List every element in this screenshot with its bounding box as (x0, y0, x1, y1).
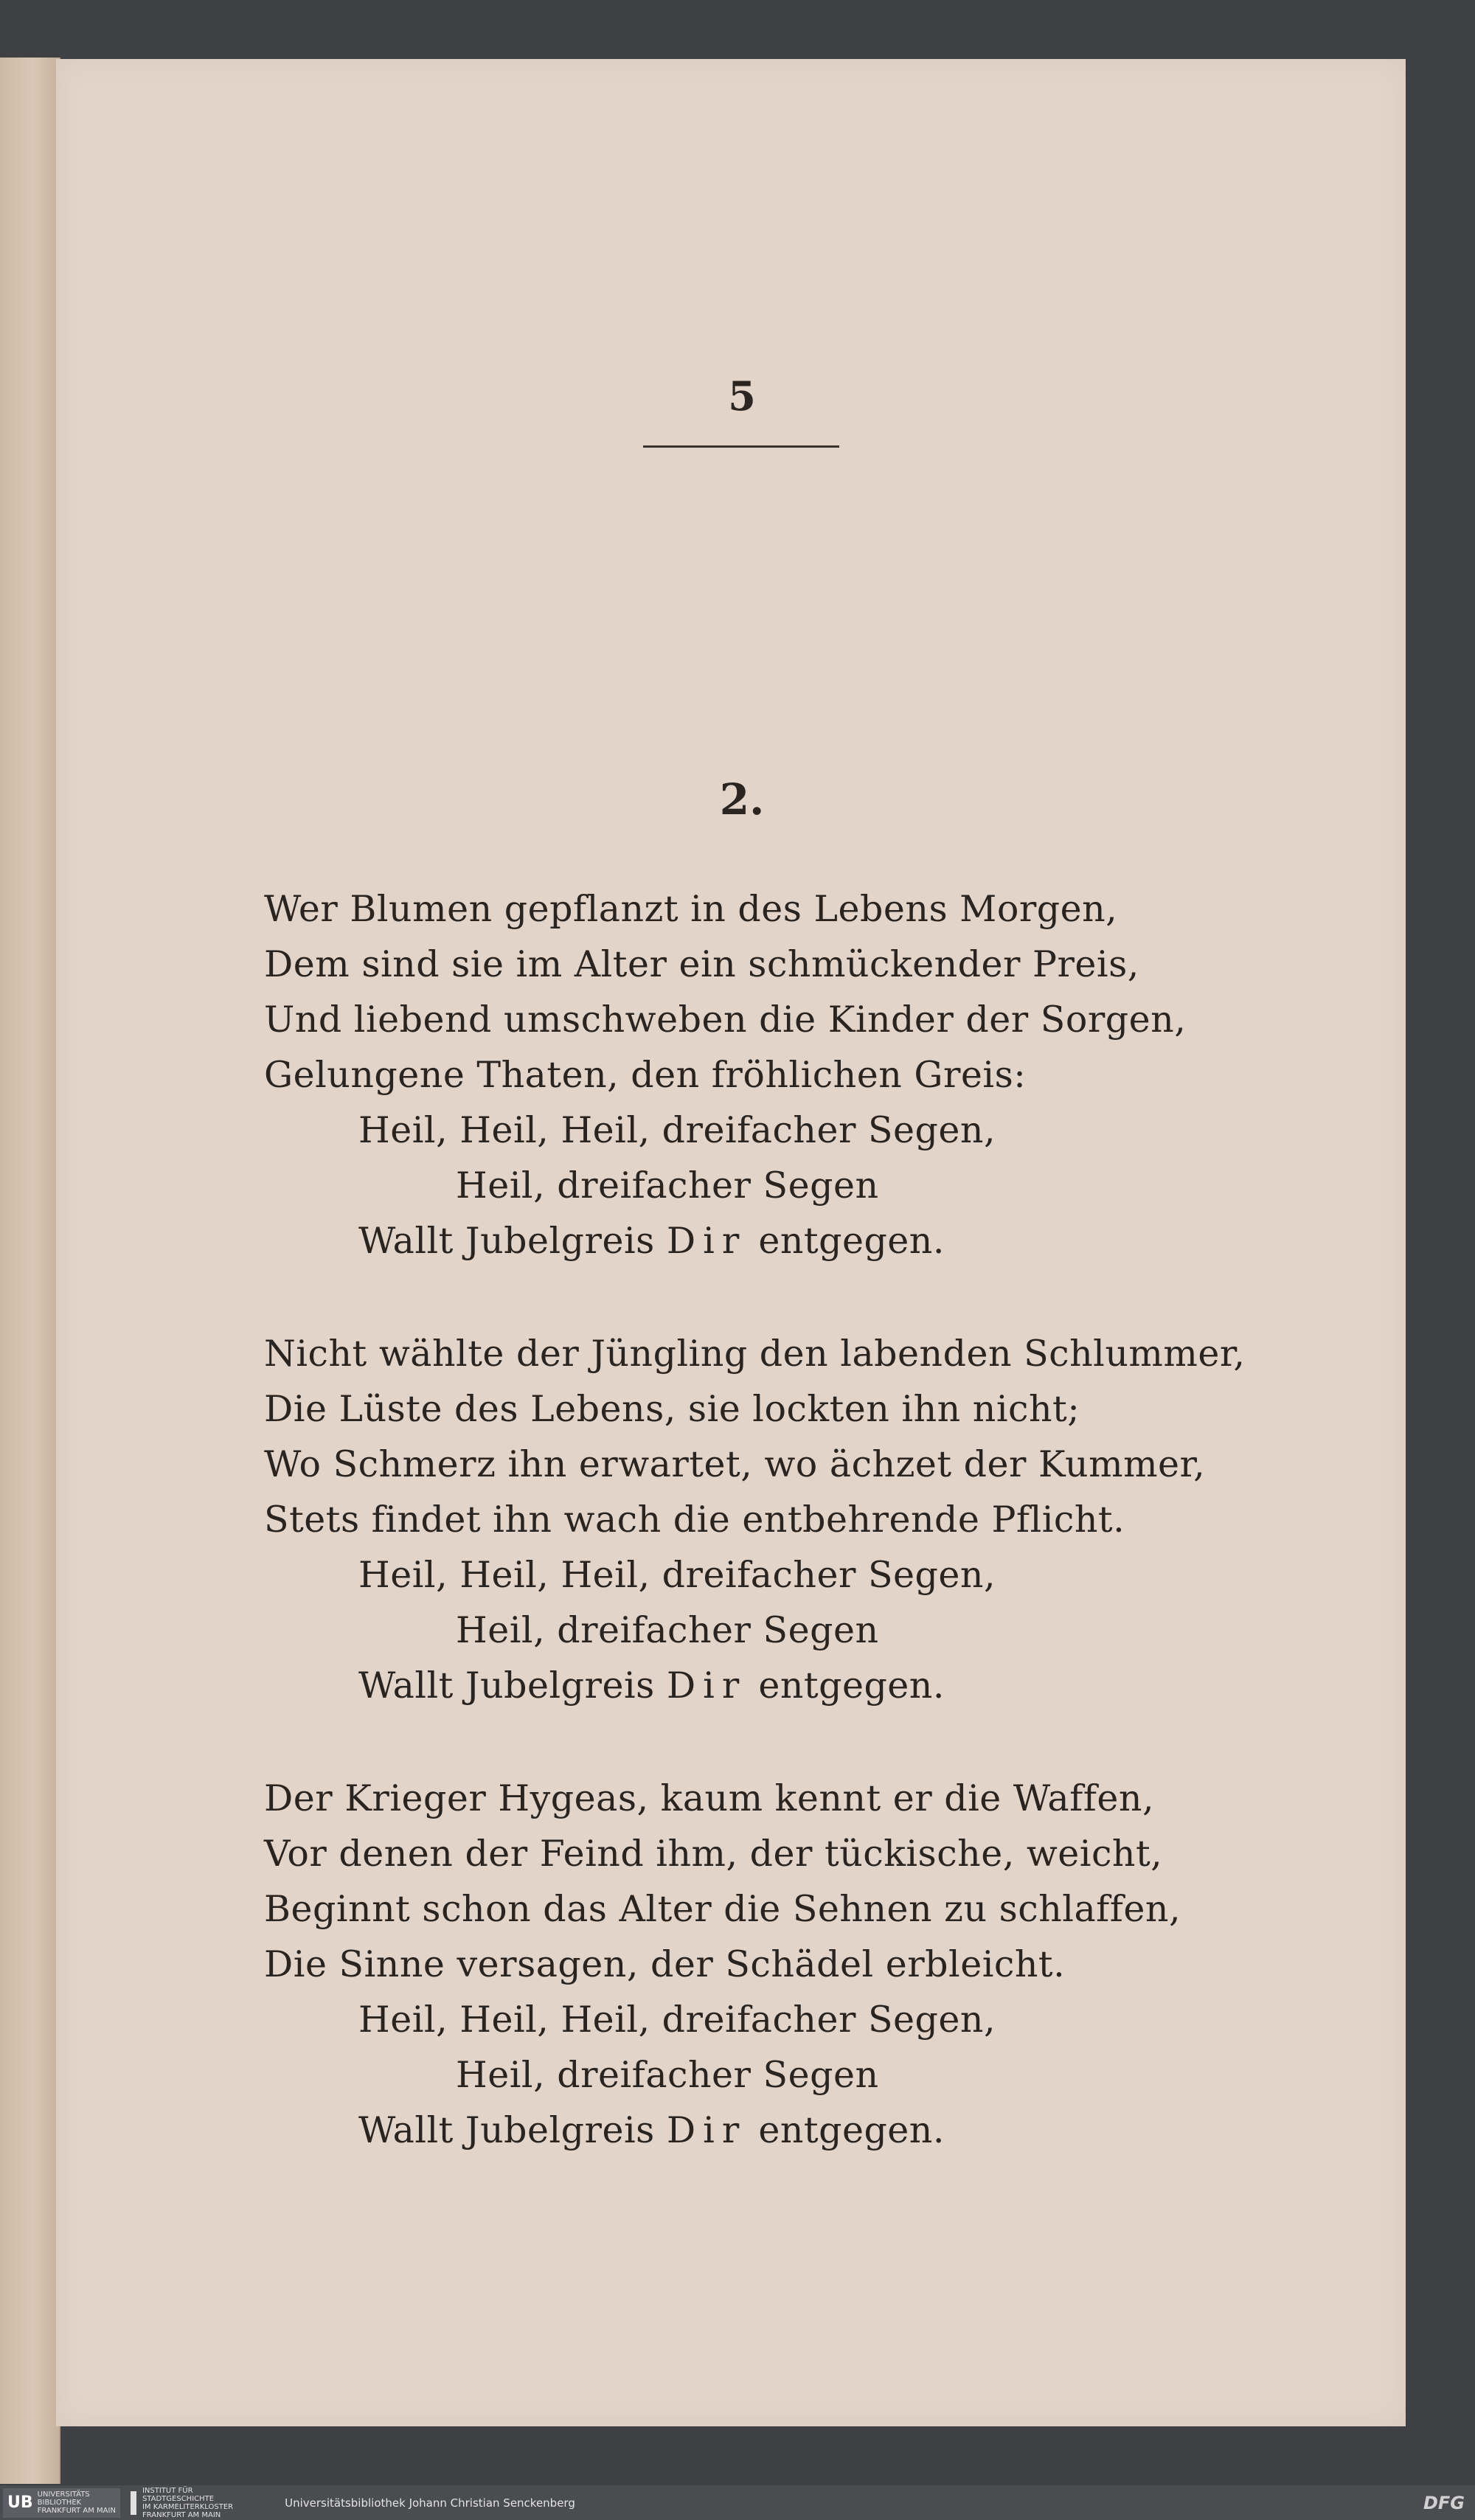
refrain-line-2: Heil, dreifacher Segen (456, 1164, 879, 1207)
page-number: 5 (728, 372, 756, 420)
poem-body (264, 881, 1370, 2215)
stanza-2 (264, 1326, 1370, 1713)
verse-line: Dem sind sie im Alter ein schmückender Preis, (264, 943, 1139, 985)
refrain-line-3 (264, 1658, 1370, 1713)
refrain-emphasis: Dir (666, 2109, 747, 2151)
ub-logo[interactable] (3, 2488, 120, 2518)
verse-line: Beginnt schon das Alter die Sehnen zu schlaffen, (264, 1888, 1181, 1930)
stanza-1 (264, 881, 1370, 1268)
refrain-line-2: Heil, dreifacher Segen (456, 2054, 879, 2096)
refrain-line-2: Heil, dreifacher Segen (456, 1609, 879, 1651)
verse-line: Und liebend umschweben die Kinder der Sorgen, (264, 999, 1187, 1041)
institut-logo-line: IM KARMELITERKLOSTER (142, 2502, 234, 2511)
ub-logo-line: UNIVERSITÄTS (37, 2491, 90, 2499)
refrain-emphasis: Dir (666, 1665, 747, 1707)
verse-line: Wo Schmerz ihn erwartet, wo ächzet der Kummer, (264, 1443, 1206, 1485)
refrain-text: Wallt Jubelgreis (358, 2109, 667, 2151)
institut-logo-line: STADTGESCHICHTE (142, 2494, 215, 2503)
verse-line: Die Lüste des Lebens, sie lockten ihn nicht; (264, 1388, 1080, 1430)
institut-logo-mark (131, 2491, 136, 2515)
dfg-logo[interactable]: DFG (1423, 2493, 1465, 2513)
library-name: Universitätsbibliothek Johann Christian Senckenberg (285, 2496, 575, 2510)
refrain-line-3 (264, 1213, 1370, 1268)
verse-line: Der Krieger Hygeas, kaum kennt er die Waffen, (264, 1777, 1155, 1819)
scanned-page (56, 59, 1406, 2426)
ub-logo-line: FRANKFURT AM MAIN (37, 2507, 116, 2515)
institut-logo-text (142, 2487, 233, 2519)
institut-logo[interactable] (131, 2488, 233, 2518)
verse-line: Nicht wählte der Jüngling den labenden Schlummer, (264, 1333, 1246, 1375)
refrain-text: entgegen. (746, 2109, 945, 2151)
refrain-line-1: Heil, Heil, Heil, dreifacher Segen, (358, 1109, 996, 1151)
refrain-text: Wallt Jubelgreis (358, 1220, 667, 1262)
ub-logo-text (38, 2491, 116, 2515)
verse-line: Vor denen der Feind ihm, der tückische, weicht, (264, 1833, 1163, 1875)
book-spine (0, 58, 60, 2484)
viewer-footer (0, 2485, 1475, 2520)
poem-number: 2. (719, 774, 765, 825)
verse-line: Gelungene Thaten, den fröhlichen Greis: (264, 1054, 1027, 1096)
ub-logo-line: BIBLIOTHEK (37, 2499, 82, 2507)
refrain-line-1: Heil, Heil, Heil, dreifacher Segen, (358, 1999, 996, 2041)
institut-logo-line: FRANKFURT AM MAIN (142, 2510, 221, 2519)
refrain-line-3 (264, 2103, 1370, 2158)
refrain-emphasis: Dir (666, 1220, 747, 1262)
refrain-line-1: Heil, Heil, Heil, dreifacher Segen, (358, 1554, 996, 1596)
verse-line: Die Sinne versagen, der Schädel erbleicht. (264, 1943, 1066, 1985)
verse-line: Wer Blumen gepflanzt in des Lebens Morgen, (264, 888, 1118, 930)
ub-logo-mark: UB (7, 2493, 33, 2512)
stanza-3 (264, 1771, 1370, 2158)
refrain-text: entgegen. (746, 1665, 945, 1707)
institut-logo-line: INSTITUT FÜR (142, 2486, 193, 2495)
header-rule (643, 445, 839, 448)
verse-line: Stets findet ihn wach die entbehrende Pflicht. (264, 1499, 1125, 1541)
refrain-text: entgegen. (746, 1220, 945, 1262)
refrain-text: Wallt Jubelgreis (358, 1665, 667, 1707)
